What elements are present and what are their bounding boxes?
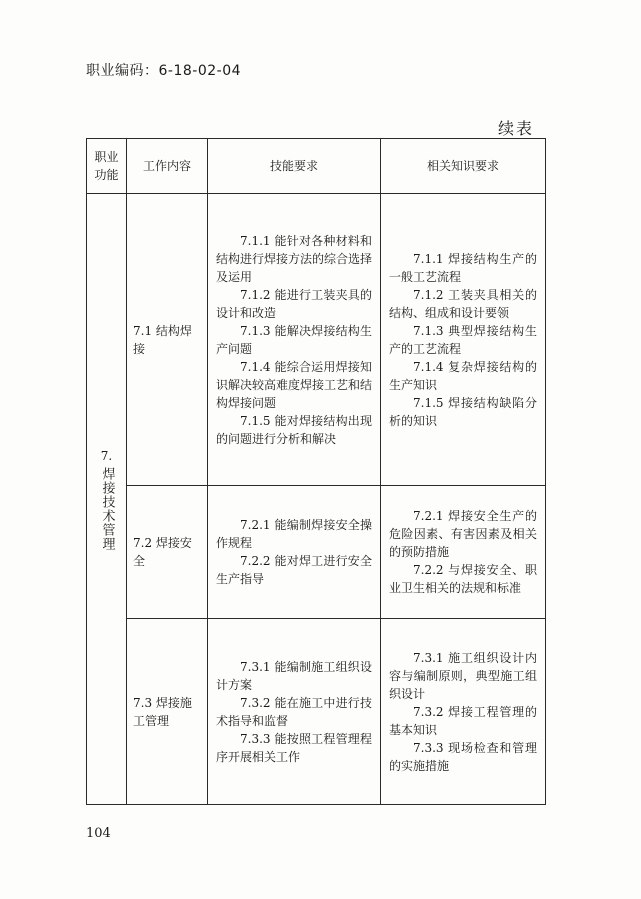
knowledge-item: 7.3.1 施工组织设计内容与编制原则，典型施工组织设计 [389,650,537,701]
function-title: 焊接技术管理 [99,467,115,551]
skill-item: 7.1.5 能对焊接结构出现的问题进行分析和解决 [216,413,372,446]
knowledge-item: 7.3.2 焊接工程管理的基本知识 [389,704,537,737]
skill-item: 7.1.4 能综合运用焊接知识解决较高难度焊接工艺和结构焊接问题 [216,359,373,410]
header-skill: 技能要求 [208,139,381,194]
skill-cell [208,486,381,619]
knowledge-item: 7.1.2 工装夹具相关的结构、组成和设计要领 [389,287,537,320]
skill-cell [208,194,381,486]
skills-table [86,138,546,805]
skill-item: 7.1.2 能进行工装夹具的设计和改造 [216,287,372,320]
knowledge-item: 7.1.3 典型焊接结构生产的工艺流程 [389,323,537,356]
function-number: 7. [100,449,113,463]
header-work: 工作内容 [127,139,208,194]
skill-item: 7.3.3 能按照工程管理程序开展相关工作 [216,731,372,764]
header-function: 职业功能 [87,139,127,194]
skill-item: 7.2.1 能编制焊接安全操作规程 [216,518,372,550]
knowledge-item: 7.1.1 焊接结构生产的一般工艺流程 [389,251,537,284]
knowledge-cell [381,619,546,805]
table-row [87,194,546,486]
knowledge-item: 7.2.1 焊接安全生产的危险因素、有害因素及相关的预防措施 [389,509,537,559]
page-number: 104 [86,826,111,841]
knowledge-cell [381,486,546,619]
skill-item: 7.3.2 能在施工中进行技术指导和监督 [216,695,372,728]
function-cell [87,194,127,805]
occupation-code: 职业编码：6-18-02-04 [86,63,242,79]
knowledge-cell [381,194,546,486]
knowledge-item: 7.1.4 复杂焊接结构的生产知识 [389,359,537,392]
work-content: 7.1 结构焊接 [127,194,208,486]
skill-item: 7.1.3 能解决焊接结构生产问题 [216,323,372,356]
table-row [87,486,546,619]
skill-item: 7.1.1 能针对各种材料和结构进行焊接方法的综合选择及运用 [216,233,373,284]
skill-item: 7.2.2 能对焊工进行安全生产指导 [216,554,372,586]
knowledge-item: 7.3.3 现场检查和管理的实施措施 [389,740,537,773]
work-content: 7.2 焊接安全 [127,486,208,619]
header-knowledge: 相关知识要求 [381,139,546,194]
skill-item: 7.3.1 能编制施工组织设计方案 [216,659,372,692]
table-row [87,619,546,805]
continued-label: 续表 [498,119,535,138]
knowledge-item: 7.2.2 与焊接安全、职业卫生相关的法规和标准 [389,563,537,595]
knowledge-item: 7.1.5 焊接结构缺陷分析的知识 [389,395,537,428]
table-header-row [87,139,546,194]
skill-cell [208,619,381,805]
work-content: 7.3 焊接施工管理 [127,619,208,805]
